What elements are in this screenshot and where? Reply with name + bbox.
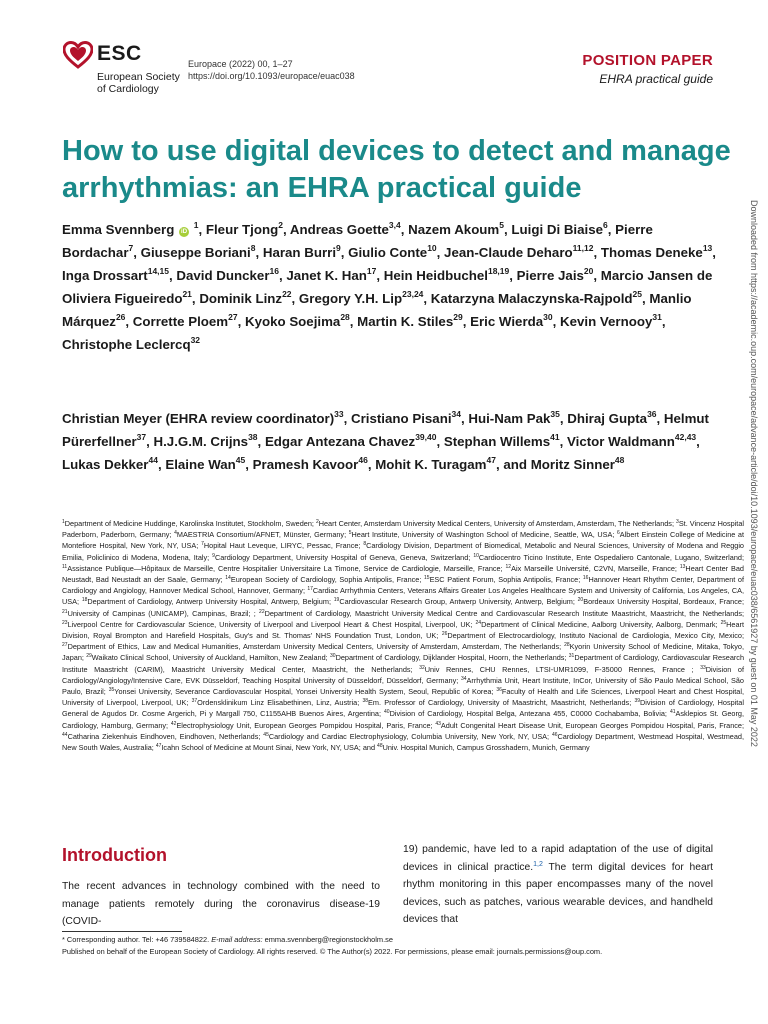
author-affiliation-ref: 11,12 — [572, 243, 594, 253]
affiliation-text: Electrophysiology Unit, European Georges Pompidou Hospital, Paris, France; — [176, 720, 436, 730]
affiliation-text: Department of Cardiology, Dijklander Hospital, Hoorn, the Netherlands; — [335, 653, 569, 663]
author-name: Stephan Willems — [443, 434, 551, 449]
affiliation-text: Ordensklinikum Linz Elisabethinen, Linz, Austria; — [197, 698, 363, 708]
affiliation-item — [349, 530, 617, 539]
affiliation-number: 23 — [62, 619, 68, 626]
intro-text-right-b: The term digital devices for heart rhythm monitoring in this paper encompasses many of the novel devices, such as patches, various wearable devices, and handheld devices that — [403, 861, 714, 925]
intro-text-left-column: The recent advances in technology combined with the need to manage patients remotely during the coronavirus disease-19 (COVID- — [62, 881, 380, 927]
author-entry: Corrette Ploem$^{27}$, — [132, 312, 245, 329]
author-name: Martin K. Stiles — [357, 314, 454, 329]
footnote-block — [62, 934, 752, 957]
author-list-primary — [62, 218, 727, 356]
affiliation-text: Heart Institute, University of Washington School of Medicine, Seattle, WA, USA; — [351, 530, 618, 540]
author-name: Fleur Tjong — [205, 222, 279, 237]
author-affiliation-ref: 47 — [486, 455, 496, 465]
affiliation-text: Hopital Haut Leveque, LIRYC, Pessac, France; — [203, 541, 364, 551]
author-entry: Marcio Jansen de Oliviera Figueiredo$^{21}$, — [62, 268, 713, 306]
affiliation-number: 12 — [505, 563, 512, 570]
affiliation-text: Albert Einstein College of Medicine at Montefiore Hospital, New York, NY, USA; — [62, 530, 745, 551]
affiliation-text: Cardiology Division, Department of Biomedical, Metabolic and Neural Sciences, University of Modena and Reggio Emilia, Policlinico di Modena, Modena, Italy; — [62, 541, 744, 562]
author-entry: Thomas Deneke$^{13}$, — [600, 243, 716, 260]
author-affiliation-ref: 8 — [250, 243, 256, 253]
logo-esc-text: ESC — [97, 42, 142, 65]
affiliation-number: 13 — [679, 563, 686, 570]
author-entry: Dhiraj Gupta$^{36}$, — [567, 409, 664, 426]
affiliation-text: MAESTRIA Consortium/AFNET, Münster, Germany; — [176, 530, 349, 540]
affiliation-text: Department of Cardiology, Maastricht University Medical Centre and Cardiovascular Research Institute Maastricht, Maastricht, the Netherlands; — [264, 608, 745, 618]
author-affiliation-ref: 7 — [128, 243, 134, 253]
author-affiliation-ref: 32 — [190, 335, 201, 345]
affiliation-number: 15 — [424, 575, 430, 582]
citation-ref-link[interactable]: 1,2 — [533, 860, 543, 868]
affiliation-item — [442, 631, 744, 640]
author-entry: Mohit K. Turagam$^{47}$, — [375, 455, 504, 472]
author-affiliation-ref: 28 — [340, 312, 350, 322]
affiliation-text: Cardiology and Cardiac Electrophysiology, Columbia University, New York, NY, USA; — [268, 731, 552, 741]
author-name: Christian Meyer (EHRA review coordinator) — [62, 411, 335, 426]
footnote-divider — [62, 931, 182, 932]
affiliation-number: 18 — [81, 597, 88, 604]
affiliation-item — [316, 519, 676, 528]
author-name: Jean-Claude Deharo — [444, 245, 573, 260]
author-entry: Stephan Willems$^{41}$, — [443, 432, 567, 449]
author-entry: Eric Wierda$^{30}$, — [470, 312, 560, 329]
affiliation-number: 47 — [155, 743, 162, 750]
paper-title-line2: arrhythmias: an EHRA practical guide — [62, 172, 582, 204]
affiliation-number: 30 — [330, 653, 336, 660]
author-name: Dhiraj Gupta — [567, 411, 648, 426]
affiliation-item — [171, 721, 435, 730]
affiliation-item — [62, 620, 476, 629]
affiliation-item — [225, 575, 424, 584]
affiliation-item — [62, 609, 259, 618]
affiliation-number: 22 — [259, 608, 265, 615]
affiliation-text: Hannover Heart Rhythm Center, Department of Cardiology and Angiology, Hannover Medical School, Hannover, Germany; — [62, 575, 744, 596]
affiliation-item — [263, 732, 552, 741]
author-affiliation-ref: 44 — [148, 455, 158, 465]
author-affiliation-ref: 22 — [282, 289, 292, 299]
author-name: Kevin Vernooy — [560, 314, 653, 329]
affiliation-text: Department of Cardiology, Cardiovascular Research Institute Maastricht (CARIM), Maastricht University Medical Center, Maastricht, the Netherlands; — [62, 653, 745, 674]
author-name: Victor Waldmann — [567, 434, 675, 449]
author-entry: Manlio Márquez$^{26}$, — [62, 291, 692, 329]
affiliation-number: 42 — [170, 720, 177, 727]
author-entry: Inga Drossart$^{14,15}$, — [62, 266, 177, 283]
author-affiliation-ref: 20 — [583, 266, 594, 276]
email-label: E-mail address: — [211, 935, 263, 944]
affiliation-number: 7 — [201, 541, 204, 548]
esc-heart-logo-icon — [63, 41, 93, 69]
author-name: Thomas Deneke — [600, 245, 703, 260]
affiliation-text: Asklepios St. Georg, Cardiology, Hamburg, Germany; — [62, 709, 744, 730]
author-entry: Giuseppe Boriani$^8$, — [140, 243, 263, 260]
affiliation-item — [259, 609, 744, 618]
affiliation-text: Cardiac Arrhythmia Centers, Veterans Affairs Greater Los Angeles Healthcare System and University of California, Los Angeles, CA, USA; — [62, 586, 744, 607]
author-affiliation-ref: 37 — [136, 432, 147, 442]
affiliation-text: Division of Cardiology, Hospital General de Agudos Dr. Cosme Argerich, Pi y Margall 750, C1155AHB Buenos Aires, Argentina; — [62, 698, 744, 719]
author-affiliation-ref: 36 — [647, 409, 657, 419]
affiliation-text: Cardiocentro Ticino Institute, Ente Ospedaliero Cantonale, Lugano, Switzerland; — [478, 552, 744, 562]
author-name: Hein Heidbuchel — [383, 268, 488, 283]
affiliation-text: Faculty of Health and Life Sciences, Liverpool Heart and Chest Hospital, University of Liverpool, Liverpool, UK; — [62, 687, 744, 708]
author-name: Pierre Jais — [516, 268, 584, 283]
affiliation-number: 39 — [634, 698, 640, 705]
affiliation-text: Cardiology Department, Westmead Hospital, Westmead, New South Wales, Australia; — [62, 731, 744, 753]
affiliation-number: 6 — [617, 530, 620, 537]
author-entry: Jean-Claude Deharo$^{11,12}$, — [444, 243, 601, 260]
affiliation-text: Cardiovascular Research Group, Antwerp University, Antwerp, Belgium; — [339, 597, 578, 607]
author-name: Mohit K. Turagam — [375, 457, 487, 472]
affiliation-item — [62, 564, 506, 573]
affiliation-item — [377, 743, 590, 752]
affiliation-number: 19 — [333, 597, 340, 604]
affiliation-number: 17 — [307, 586, 313, 593]
affiliation-number: 29 — [86, 653, 92, 660]
affiliation-item — [419, 665, 700, 674]
author-conjunction: and — [503, 457, 531, 472]
author-name: Elaine Wan — [165, 457, 236, 472]
author-affiliation-ref: 16 — [269, 266, 279, 276]
author-affiliation-ref: 3,4 — [388, 220, 401, 230]
affiliation-text: Heart Center Bad Neustadt, Bad Neustadt an der Saale, Germany; — [62, 563, 744, 585]
author-name: Janet K. Han — [286, 268, 367, 283]
author-name: Dominik Linz — [199, 291, 283, 306]
affiliation-text: ESC Patient Forum, Sophia Antipolis, France; — [429, 575, 583, 585]
author-entry: Gregory Y.H. Lip$^{23,24}$, — [298, 289, 431, 306]
author-affiliation-ref: 48 — [614, 455, 625, 465]
intro-text-right-column — [403, 841, 713, 929]
author-name: Gregory Y.H. Lip — [298, 291, 403, 306]
author-name: Giuseppe Boriani — [140, 245, 251, 260]
author-name: Emma Svennberg — [62, 222, 175, 237]
affiliation-number: 26 — [441, 631, 448, 638]
corresponding-author-text: * Corresponding author. Tel: +46 739584822. — [62, 935, 210, 944]
author-entry: Kyoko Soejima$^{28}$, — [244, 312, 358, 329]
author-entry: Fleur Tjong$^2$, — [205, 220, 290, 237]
affiliation-text: Icahn School of Medicine at Mount Sinai, New York, NY, USA; and — [161, 743, 378, 753]
affiliation-text: Department of Clinical Medicine, Aalborg University, Aalborg, Denmark; — [481, 619, 721, 629]
author-affiliation-ref: 23,24 — [402, 289, 424, 299]
author-affiliation-ref: 34 — [451, 409, 461, 419]
author-affiliation-ref: 46 — [358, 455, 368, 465]
author-affiliation-ref: 1 — [193, 220, 199, 230]
affiliation-text: University of Campinas (UNICAMP), Campinas, Brazil; ; — [67, 608, 260, 618]
intro-text-right-a: 19) pandemic, have led to a rapid adaptation of the use of digital devices in clinical practice. — [403, 844, 713, 873]
author-name: David Duncker — [176, 268, 270, 283]
author-affiliation-ref: 30 — [543, 312, 553, 322]
author-entry: Katarzyna Malaczynska-Rajpold$^{25}$, — [430, 289, 650, 306]
author-affiliation-ref: 6 — [603, 220, 608, 230]
affiliation-item — [330, 653, 569, 662]
affiliation-item — [362, 698, 634, 707]
affiliation-text: Univ Rennes, CHU Rennes, LTSI-UMR1099, F-35000 Rennes, France ; — [424, 664, 701, 674]
author-entry: Victor Waldmann$^{42,43}$, — [567, 432, 700, 449]
author-name: Andreas Goette — [289, 222, 389, 237]
author-entry: Edgar Antezana Chavez$^{39,40}$, — [264, 432, 444, 449]
author-entry: Pierre Jais$^{20}$, — [516, 266, 601, 283]
publisher-notice: Published on behalf of the European Society of Cardiology. All rights reserved. © The Author(s) 2022. For permissions, please email: journals.permissions@oup.com. — [62, 946, 603, 956]
affiliation-number: 16 — [582, 575, 589, 582]
author-name: Edgar Antezana Chavez — [264, 434, 416, 449]
corresponding-author-line — [62, 934, 752, 946]
affiliation-text: Assistance Publique—Hôpitaux de Marseille, Centre Hospitalier Universitaire La Timone, Service de Cardiologie, Marseille, France; — [67, 563, 506, 573]
affiliation-number: 40 — [384, 709, 390, 716]
corresponding-email-link[interactable]: emma.svennberg@regionstockholm.se — [264, 935, 393, 944]
author-affiliation-ref: 5 — [499, 220, 504, 230]
affiliation-text: Kyorin University School of Medicine, Mitaka, Tokyo, Japan; — [62, 642, 744, 663]
affiliation-text: Bordeaux University Hospital, Bordeaux, France; — [583, 597, 744, 607]
affiliation-item — [156, 743, 377, 752]
author-entry: David Duncker$^{16}$, — [176, 266, 287, 283]
author-name: Haran Burri — [262, 245, 337, 260]
author-name: Hui-Nam Pak — [468, 411, 551, 426]
affiliation-number: 34 — [460, 675, 467, 682]
affiliation-number: 21 — [62, 608, 68, 615]
affiliation-text: Division of Cardiology/Angiology/Intensive Care, EVK Düsseldorf, Teaching Hospital University of Düsseldorf, Düsseldorf, Germany; — [62, 664, 744, 685]
author-affiliation-ref: 10 — [427, 243, 437, 253]
affiliation-number: 45 — [263, 731, 269, 738]
affiliation-number: 35 — [108, 687, 115, 694]
affiliation-text: Yonsei University, Severance Cardiovascular Hospital, Yonsei University Health System, Seoul, Republic of Korea; — [114, 687, 497, 697]
affiliation-text: Department of Cardiology, Antwerp University Hospital, Antwerp, Belgium; — [87, 597, 334, 607]
author-affiliation-ref: 38 — [248, 432, 258, 442]
author-entry: H.J.G.M. Crijns$^{38}$, — [153, 432, 265, 449]
affiliation-number: 11 — [62, 563, 68, 570]
affiliation-number: 14 — [225, 575, 231, 582]
affiliation-number: 32 — [419, 664, 425, 671]
article-type: POSITION PAPER — [582, 52, 713, 69]
affiliation-number: 4 — [174, 530, 177, 537]
author-entry: Kevin Vernooy$^{31}$, — [560, 312, 666, 329]
author-list-secondary — [62, 407, 727, 476]
affiliation-number: 43 — [435, 720, 441, 727]
affiliation-item — [86, 653, 330, 662]
author-affiliation-ref: 13 — [702, 243, 713, 253]
author-affiliation-ref: 42,43 — [674, 432, 697, 442]
affiliation-text: Aix Marseille Université, C2VN, Marseille, France; — [511, 563, 680, 573]
author-name: Cristiano Pisani — [351, 411, 452, 426]
author-entry: Hui-Nam Pak$^{35}$, — [468, 409, 568, 426]
author-name: Pramesh Kavoor — [252, 457, 359, 472]
author-entry: Pramesh Kavoor$^{46}$, — [252, 455, 376, 472]
affiliation-text: Cardiology Department, University Hospital of Geneva, Geneva, Switzerland; — [214, 552, 474, 562]
affiliation-text: Arrhythmia Unit, Heart Institute, InCor, University of São Paulo Medical School, São Paulo, Brazil; — [62, 675, 744, 697]
affiliation-item — [109, 687, 497, 696]
affiliation-number: 10 — [473, 552, 479, 559]
affiliation-number: 28 — [564, 642, 570, 649]
affiliation-item — [62, 732, 263, 741]
journal-citation-text: Europace (2022) 00, 1–27 — [188, 59, 293, 69]
author-name: Kyoko Soejima — [244, 314, 341, 329]
author-entry: Andreas Goette$^{3,4}$, — [289, 220, 409, 237]
affiliation-item — [201, 541, 363, 550]
author-name: Eric Wierda — [470, 314, 544, 329]
author-affiliation-ref: 9 — [336, 243, 341, 253]
author-name: Pierre Bordachar — [62, 222, 653, 260]
affiliation-number: 36 — [496, 687, 502, 694]
affiliation-item — [506, 564, 680, 573]
affiliation-text: Heart Center, Amsterdam University Medical Centers, University of Amsterdam, Amsterdam, The Netherlands; — [318, 519, 677, 528]
paper-title-line1: How to use digital devices to detect and manage — [62, 135, 731, 167]
affiliation-number: 44 — [62, 731, 68, 738]
download-stamp: Downloaded from https://academic.oup.com/europace/advance-article/doi/10.1093/europace/euac038/6561927 by guest on 01 May 2022 — [749, 200, 759, 747]
author-entry: Luigi Di Biaise$^6$, — [511, 220, 616, 237]
affiliation-text: Department of Ethics, Law and Medical Humanities, Amsterdam University Medical Centers, University of Amsterdam, Amsterdam, The Netherlands; — [67, 642, 565, 652]
author-affiliation-ref: 27 — [228, 312, 238, 322]
logo-society-line1: European Society — [97, 71, 180, 83]
author-affiliation-ref: 33 — [334, 409, 344, 419]
author-name: Manlio Márquez — [62, 291, 692, 329]
author-affiliation-ref: 26 — [115, 312, 126, 322]
affiliation-number: 27 — [62, 642, 68, 649]
affiliation-item — [384, 709, 670, 718]
author-name: H.J.G.M. Crijns — [153, 434, 249, 449]
author-affiliation-ref: 2 — [278, 220, 283, 230]
affiliation-number: 25 — [720, 619, 727, 626]
affiliation-number: 33 — [700, 664, 706, 671]
author-entry: Giulio Conte$^{10}$, — [348, 243, 445, 260]
author-name: Katarzyna Malaczynska-Rajpold — [430, 291, 633, 306]
logo-society-line2: of Cardiology — [97, 83, 159, 95]
affiliation-item — [192, 698, 363, 707]
author-name: Helmut Pürerfellner — [62, 411, 709, 449]
affiliation-number: 24 — [475, 619, 482, 626]
author-affiliation-ref: 39,40 — [415, 432, 437, 442]
affiliation-number: 48 — [377, 743, 383, 750]
doi-link[interactable]: https://doi.org/10.1093/europace/euac038 — [188, 71, 355, 81]
affiliation-text: St. Vincenz Hospital Paderborn, Paderborn, Germany; — [62, 519, 745, 540]
author-entry: Martin K. Stiles$^{29}$, — [357, 312, 471, 329]
author-affiliation-ref: 18,19 — [487, 266, 510, 276]
affiliation-text: Division of Cardiology, Hospital Belga, Antezana 455, C0000 Cochabamba, Bolivia; — [389, 709, 670, 719]
author-affiliation-ref: 31 — [652, 312, 662, 322]
author-affiliation-ref: 35 — [550, 409, 560, 419]
author-entry: Elaine Wan$^{45}$, — [165, 455, 253, 472]
author-name: Lukas Dekker — [62, 457, 149, 472]
paper-title — [62, 133, 742, 207]
logo-society-name — [97, 71, 180, 95]
journal-citation — [188, 58, 355, 82]
author-entry: Lukas Dekker$^{44}$, — [62, 455, 166, 472]
affiliation-item — [82, 597, 334, 606]
author-entry: Helmut Pürerfellner$^{37}$, — [62, 411, 709, 449]
author-entry — [503, 457, 624, 472]
affiliation-number: 46 — [551, 731, 558, 738]
affiliation-number: 41 — [669, 709, 676, 716]
affiliation-text: Heart Division, Royal Brompton and Harefield Hospitals, Guy's and St. Thomas' NHS Foundation Trust, London, UK; — [62, 619, 744, 641]
author-name: Giulio Conte — [348, 245, 428, 260]
affiliation-number: 20 — [577, 597, 584, 604]
affiliation-number: 31 — [568, 653, 575, 660]
author-affiliation-ref: 45 — [235, 455, 246, 465]
author-entry: Dominik Linz$^{22}$, — [199, 289, 299, 306]
author-affiliation-ref: 41 — [550, 432, 560, 442]
affiliation-item — [62, 519, 316, 528]
affiliation-number: 37 — [191, 698, 198, 705]
affiliation-item — [476, 620, 721, 629]
affiliation-item — [334, 597, 578, 606]
author-entry: Cristiano Pisani$^{34}$, — [351, 409, 469, 426]
affiliation-number: 5 — [348, 530, 352, 537]
affiliation-text: Liverpool Centre for Cardiovascular Science, University of Liverpool and Liverpool Heart & Chest Hospital, Liverpool, UK; — [67, 619, 476, 629]
author-entry: Pierre Bordachar$^7$, — [62, 222, 653, 260]
author-name: Nazem Akoum — [408, 222, 500, 237]
author-entry: Christian Meyer (EHRA review coordinator)$^{33}$, — [62, 409, 352, 426]
affiliation-number: 9 — [212, 552, 215, 559]
author-entry: Haran Burri$^9$, — [262, 243, 349, 260]
affiliation-text: European Society of Cardiology, Sophia Antipolis, France; — [230, 575, 424, 585]
affiliations-block — [62, 518, 744, 753]
affiliation-text: Department of Medicine Huddinge, Karolinska Institutet, Stockholm, Sweden; — [64, 519, 316, 528]
orcid-icon[interactable]: iD — [181, 229, 188, 235]
author-affiliation-ref: 25 — [632, 289, 643, 299]
affiliation-item — [212, 553, 473, 562]
affiliation-text: Adult Congenital Heart Disease Unit, European Georges Pompidou Hospital, Paris, France; — [440, 720, 744, 730]
affiliation-number: 8 — [363, 541, 367, 548]
author-entry: Emma Svennberg iD $^1$, — [62, 220, 206, 237]
affiliation-number: 38 — [362, 698, 369, 705]
author-entry: Hein Heidbuchel$^{18,19}$, — [383, 266, 517, 283]
author-entry: Nazem Akoum$^5$, — [408, 220, 512, 237]
affiliation-number: 1 — [62, 519, 65, 525]
affiliation-text: Em. Professor of Cardiology, University of Maastricht, Maastricht, Netherlands; — [368, 698, 635, 708]
affiliation-item — [435, 721, 744, 730]
author-name: Corrette Ploem — [132, 314, 229, 329]
article-subtype: EHRA practical guide — [599, 72, 713, 86]
affiliation-text: Department of Electrocardiology, Instituto Nacional de Cardiologia, Mexico City, Mexico; — [447, 631, 744, 641]
author-name: Luigi Di Biaise — [511, 222, 604, 237]
affiliation-item — [174, 530, 349, 539]
author-affiliation-ref: 21 — [182, 289, 192, 299]
affiliation-item — [424, 575, 583, 584]
author-affiliation-ref: 29 — [453, 312, 463, 322]
author-name: Moritz Sinner — [530, 457, 615, 472]
affiliation-item — [578, 597, 744, 606]
affiliation-item — [473, 553, 744, 562]
author-affiliation-ref: 17 — [366, 266, 377, 276]
section-heading-introduction: Introduction — [62, 845, 167, 865]
affiliation-number: 3 — [676, 519, 679, 525]
affiliation-text: Waikato Clinical School, University of Auckland, Hamilton, New Zealand; — [91, 653, 330, 663]
affiliation-number: 2 — [315, 519, 319, 525]
author-name: Christophe Leclercq — [62, 337, 191, 352]
author-entry: Janet K. Han$^{17}$, — [286, 266, 384, 283]
affiliation-text: Univ. Hospital Munich, Campus Grosshadern, Munich, Germany — [382, 743, 590, 753]
author-name: Marcio Jansen de Oliviera Figueiredo — [62, 268, 713, 306]
author-entry — [62, 337, 200, 352]
author-affiliation-ref: 14,15 — [147, 266, 169, 276]
author-name: Inga Drossart — [62, 268, 148, 283]
affiliation-text: Catharina Ziekenhuis Eindhoven, Eindhoven, Netherlands; — [67, 731, 264, 741]
affiliation-item — [62, 642, 564, 651]
